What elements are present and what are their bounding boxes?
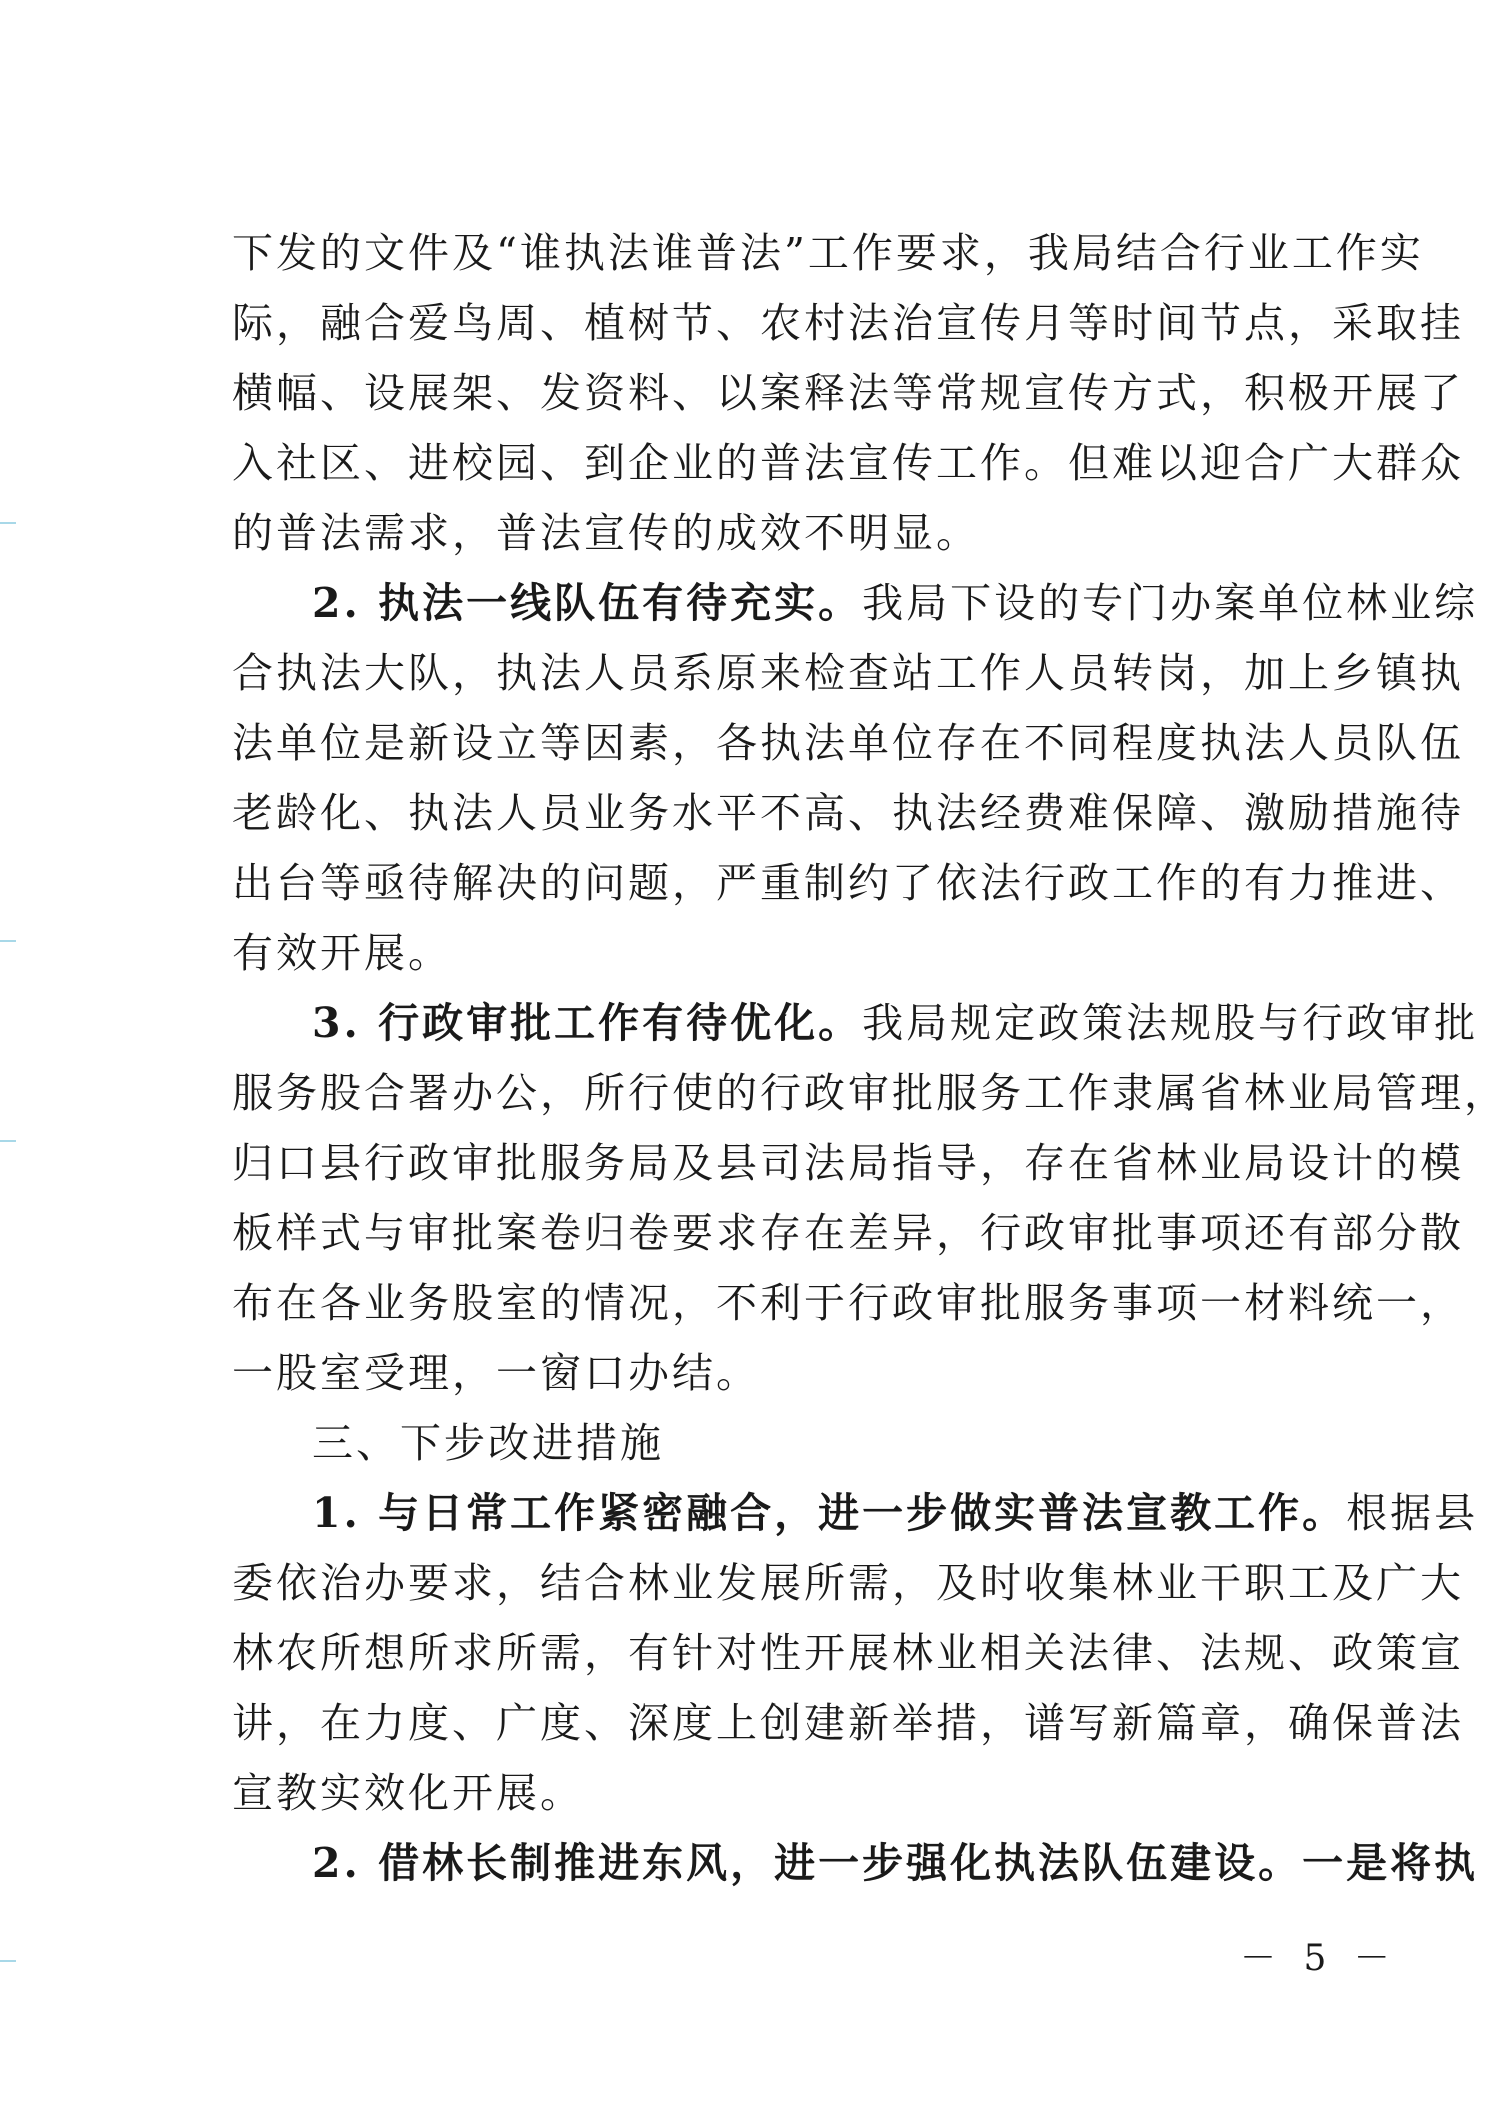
section-heading: 三、下步改进措施 xyxy=(312,1419,664,1467)
paragraph-measure-1 xyxy=(232,1478,1479,1828)
text-line: 讲，在力度、广度、深度上创建新举措，谱写新篇章，确保普法 xyxy=(232,1699,1464,1747)
paragraph-item-3 xyxy=(232,988,1508,1408)
text-line: 出台等亟待解决的问题，严重制约了依法行政工作的有力推进、 xyxy=(232,859,1464,907)
text-line: 法单位是新设立等因素，各执法单位存在不同程度执法人员队伍 xyxy=(232,719,1464,767)
text-line: 宣教实效化开展。 xyxy=(232,1769,584,1817)
item-text: 我局规定政策法规股与行政审批 xyxy=(862,999,1479,1047)
text-line: 有效开展。 xyxy=(232,929,452,977)
text-line: 林农所想所求所需，有针对性开展林业相关法律、法规、政策宣 xyxy=(232,1629,1464,1677)
paragraph-measure-2 xyxy=(232,1828,1479,1898)
measure-title: 2. 借林长制推进东风，进一步强化执法队伍建设。 xyxy=(312,1839,1303,1887)
page-number: － 5 － xyxy=(1240,1938,1398,1979)
text-line: 的普法需求，普法宣传的成效不明显。 xyxy=(232,509,980,557)
text-line: 入社区、进校园、到企业的普法宣传工作。但难以迎合广大群众 xyxy=(232,439,1464,487)
document-body xyxy=(232,218,1508,1898)
paragraph-item-2 xyxy=(232,568,1479,988)
text-line: 布在各业务股室的情况，不利于行政审批服务事项一材料统一， xyxy=(232,1279,1464,1327)
measure-text: 根据县 xyxy=(1346,1489,1479,1537)
margin-mark xyxy=(0,940,16,942)
item-title: 3. 行政审批工作有待优化。 xyxy=(312,999,863,1047)
text-line: 板样式与审批案卷归卷要求存在差异，行政审批事项还有部分散 xyxy=(232,1209,1464,1257)
text-line xyxy=(232,1828,1479,1898)
margin-mark xyxy=(0,1960,16,1962)
text-line: 归口县行政审批服务局及县司法局指导，存在省林业局设计的模 xyxy=(232,1139,1464,1187)
text-line: 合执法大队，执法人员系原来检查站工作人员转岗，加上乡镇执 xyxy=(232,649,1464,697)
paragraph-intro xyxy=(232,218,1464,568)
text-line: 老龄化、执法人员业务水平不高、执法经费难保障、激励措施待 xyxy=(232,789,1464,837)
text-line: 横幅、设展架、发资料、以案释法等常规宣传方式，积极开展了 xyxy=(232,369,1464,417)
text-line: 委依治办要求，结合林业发展所需，及时收集林业干职工及广大 xyxy=(232,1559,1464,1607)
text-line xyxy=(232,1478,1479,1548)
text-line: 一股室受理，一窗口办结。 xyxy=(232,1349,760,1397)
measure-text: 一是将执 xyxy=(1302,1839,1479,1887)
margin-mark xyxy=(0,1140,16,1142)
text-line xyxy=(232,568,1479,638)
text-line: 下发的文件及“谁执法谁普法”工作要求，我局结合行业工作实 xyxy=(232,229,1424,277)
text-line: 服务股合署办公，所行使的行政审批服务工作隶属省林业局管理， xyxy=(232,1069,1508,1117)
text-line xyxy=(232,988,1479,1058)
text-line: 际，融合爱鸟周、植树节、农村法治宣传月等时间节点，采取挂 xyxy=(232,299,1464,347)
margin-mark xyxy=(0,522,16,524)
measure-title: 1. 与日常工作紧密融合，进一步做实普法宣教工作。 xyxy=(312,1489,1347,1537)
item-text: 我局下设的专门办案单位林业综 xyxy=(862,579,1479,627)
item-title: 2. 执法一线队伍有待充实。 xyxy=(312,579,863,627)
